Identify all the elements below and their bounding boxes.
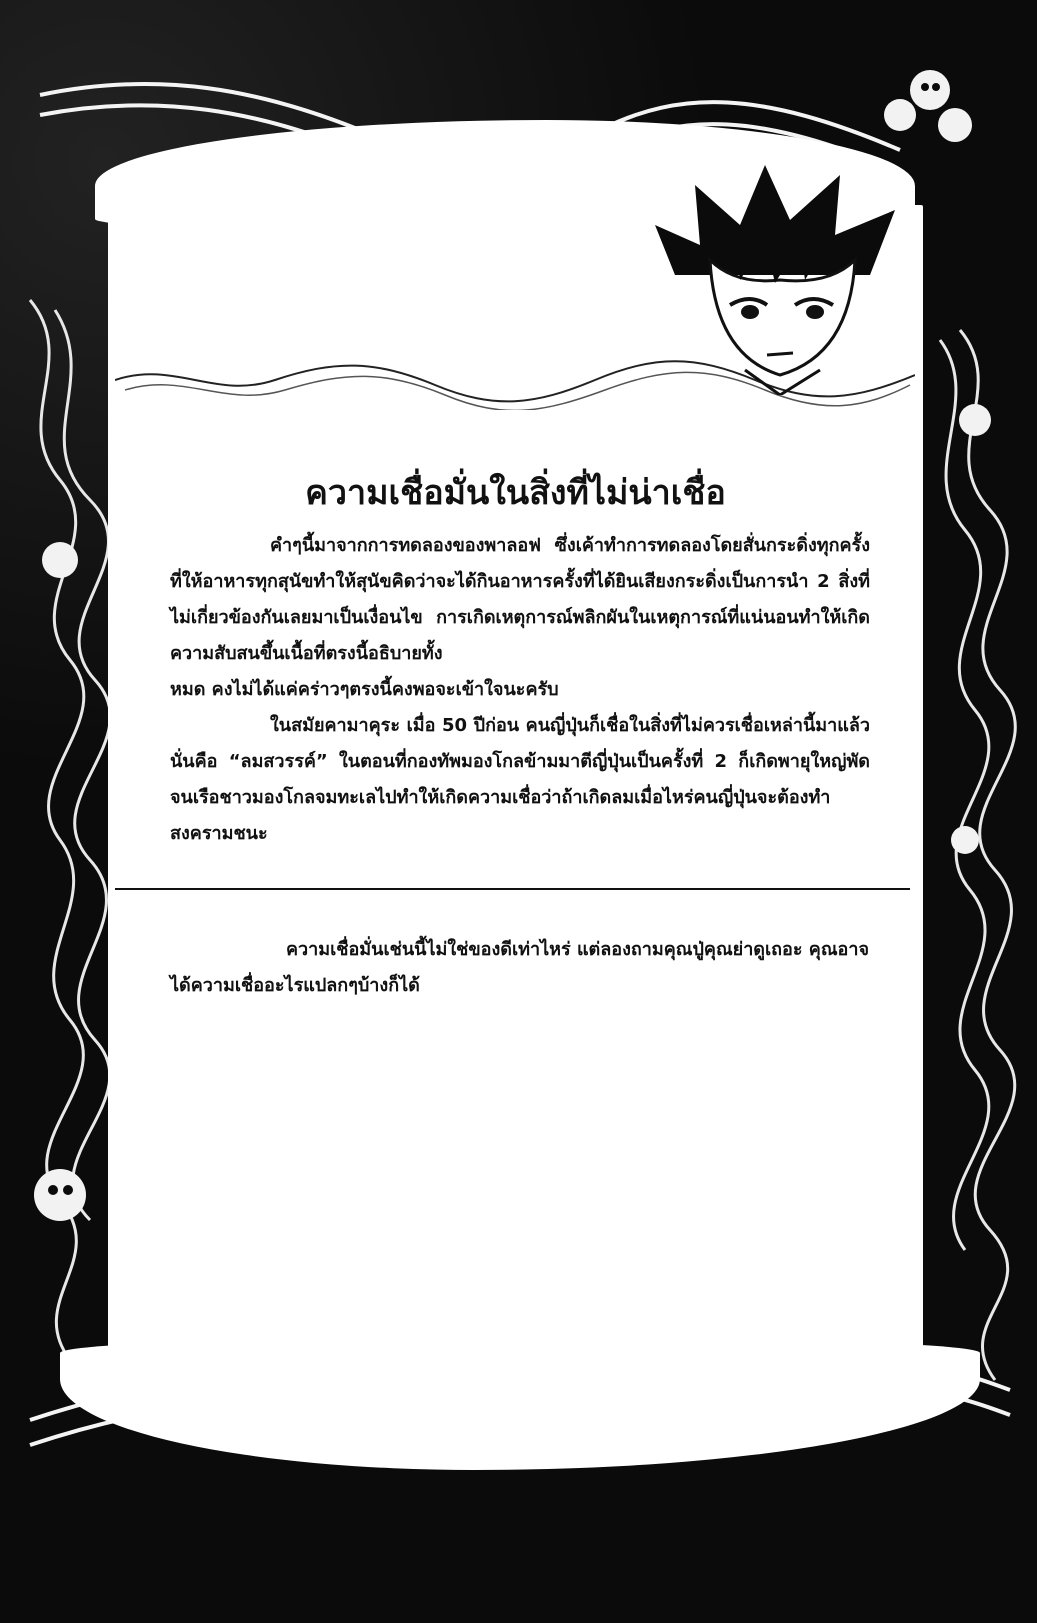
section-divider [115,888,910,890]
page-title: ความเชื่อมั่นในสิ่งที่ไม่น่าเชื่อ [305,473,726,513]
paragraph-3: ในสมัยคามาคุระ เมื่อ 50 ปีก่อน คนญี่ปุ่นก็เชื่อในสิ่งที่ไม่ควรเชื่อเหล่านี้มาแล้วนั่นคือ “ลมสวรรค์” ในตอนที่กองทัพมองโกลข้ามมาตีญี่ปุ่นเป็นครั้งที่ 2 ก็เกิดพายุใหญ่พัดจนเรือชาวมองโกลจมทะเลไปทำให้เกิดความเชื่อว่าถ้าเกิดลมเมื่อไหร่คนญี่ปุ่นจะต้องทำสงครามชนะ [170,715,870,844]
article-body [170,528,870,852]
closing-note [170,932,870,1004]
paragraph-1: คำๆนี้มาจากการทดลองของพาลอฟ ซึ่งเค้าทำการทดลองโดยสั่นกระดิ่งทุกครั้งที่ให้อาหารทุกสุนัขทำให้สุนัขคิดว่าจะได้กินอาหารครั้งที่ได้ยินเสียงกระดิ่งเป็นการนำ 2 สิ่งที่ไม่เกี่ยวข้องกันเลยมาเป็นเงื่อนไข การเกิดเหตุการณ์พลิกผันในเหตุการณ์ที่แน่นอนทำให้เกิดความสับสนขึ้นเนื้อที่ตรงนี้อธิบายทั้ง [170,535,870,664]
paragraph-2: หมด คงไม่ได้แค่คร่าวๆตรงนี้คงพอจะเข้าใจนะครับ [170,679,559,700]
manga-hero-icon [655,165,905,395]
note-paragraph: ความเชื่อมั่นเช่นนี้ไม่ใช่ของดีเท่าไหร่ แต่ลองถามคุณปู่คุณย่าดูเถอะ คุณอาจได้ความเชื่ออะไรแปลกๆบ้างก็ได้ [170,939,869,996]
